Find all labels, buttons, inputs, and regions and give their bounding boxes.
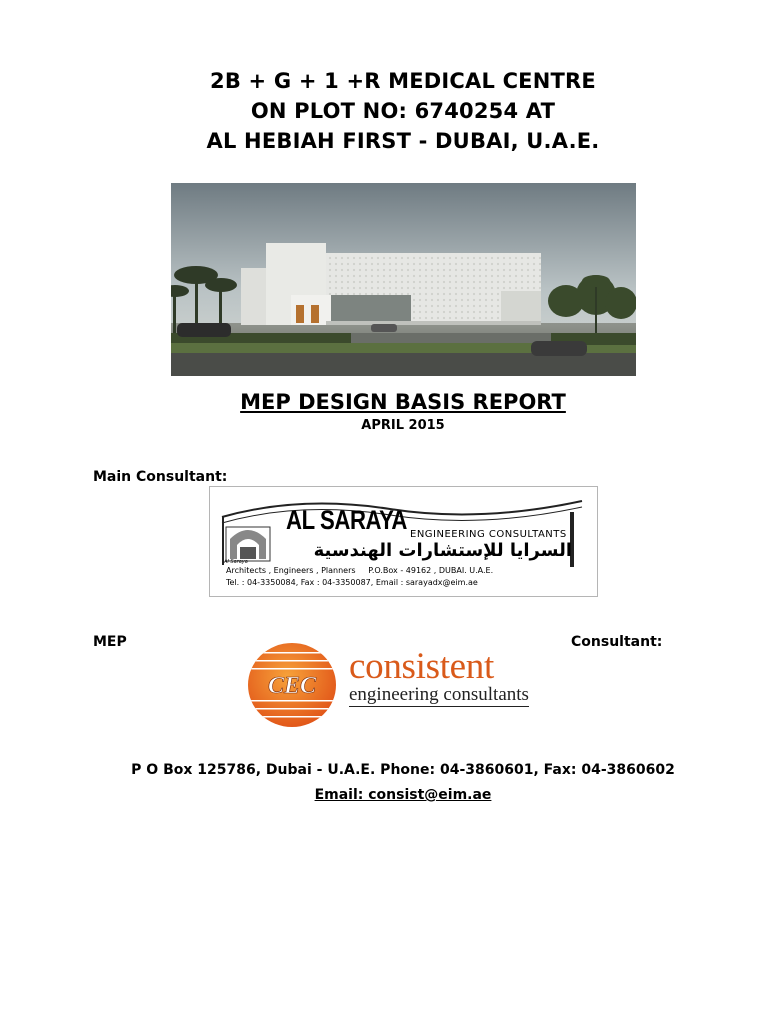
al-saraya-contact: Tel. : 04-3350084, Fax : 04-3350087, Email : sarayadx@eim.ae [226,578,478,587]
cec-logo-icon [247,642,337,728]
project-title-line-2: ON PLOT NO: 6740254 AT [250,99,556,123]
cec-mark-text: CEC [267,673,317,699]
al-saraya-subtitle: ENGINEERING CONSULTANTS [410,529,567,540]
contact-address: P O Box 125786, Dubai - U.A.E. Phone: 04-3860601, Fax: 04-3860602 [131,762,675,778]
mep-label: MEP [93,634,127,650]
project-title-line-1: 2B + G + 1 +R MEDICAL CENTRE [210,69,596,93]
al-saraya-name: AL SARAYA [286,505,408,535]
report-date: APRIL 2015 [361,418,445,433]
al-saraya-tagline: Architects , Engineers , Planners P.O.Box - 49162 , DUBAI. U.A.E. [226,566,494,575]
main-consultant-label: Main Consultant: [93,469,228,485]
project-title-line-3: AL HEBIAH FIRST - DUBAI, U.A.E. [206,129,600,153]
building-render-image [171,183,636,376]
al-saraya-arabic-name: السرايا للإستشارات الهندسية [313,540,572,561]
cec-subtitle: engineering consultants [349,684,529,705]
consultant-label: Consultant: [571,634,663,650]
report-title: MEP DESIGN BASIS REPORT [240,390,566,414]
cec-wordmark: consistent [349,646,494,687]
al-saraya-emblem-caption: Al Saraya [224,559,248,565]
contact-email-link[interactable]: Email: consist@eim.ae [314,787,492,803]
